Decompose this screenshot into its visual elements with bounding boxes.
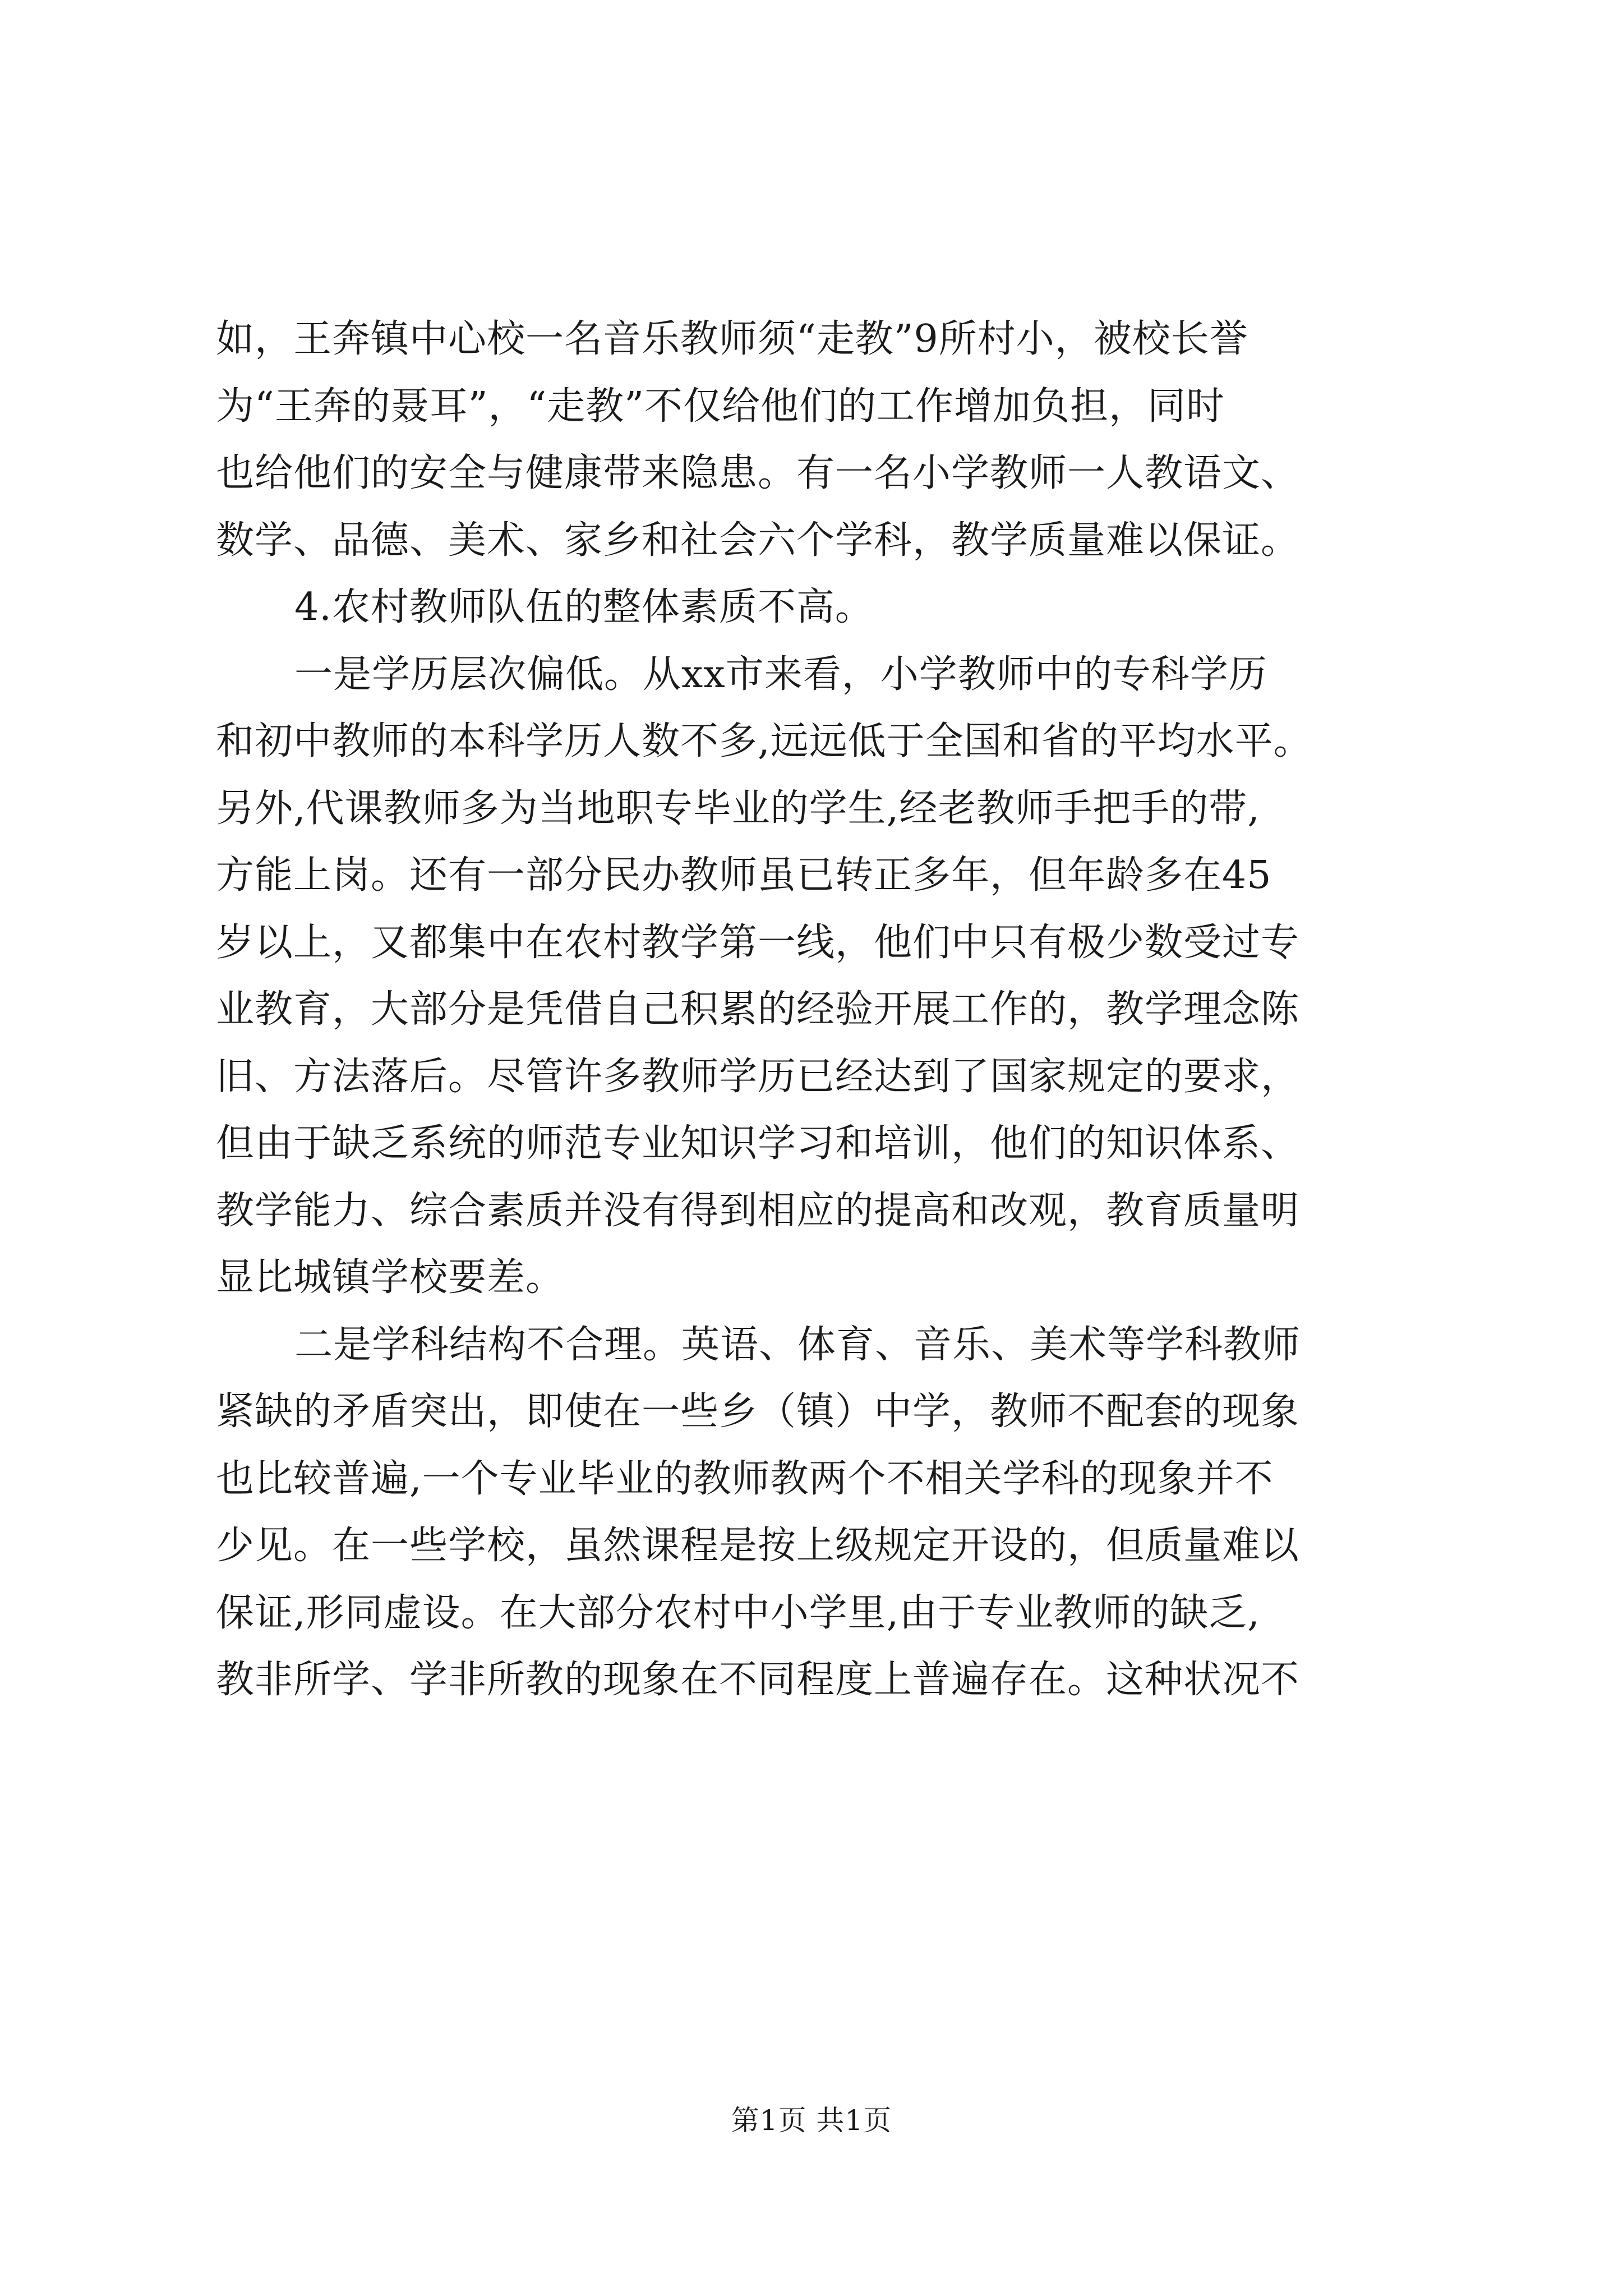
text-line: 和初中教师的本科学历人数不多,远远低于全国和省的平均水平。 [216, 719, 1312, 763]
paragraph-3 [216, 641, 1410, 1312]
page-footer [0, 2101, 1623, 2140]
text-line: 如，王奔镇中心校一名音乐教师须“走教”9所村小，被校长誉 [216, 317, 1248, 361]
paragraph-4 [216, 1312, 1410, 1714]
text-line: 也给他们的安全与健康带来隐患。有一名小学教师一人教语文、 [216, 451, 1300, 495]
text-line: 旧、方法落后。尽管许多教师学历已经达到了国家规定的要求， [216, 1054, 1300, 1099]
text-line: 业教育，大部分是凭借自己积累的经验开展工作的，教学理念陈 [216, 987, 1300, 1032]
text-line: 也比较普遍,一个专业毕业的教师教两个不相关学科的现象并不 [216, 1456, 1274, 1501]
section-heading: 4.农村教师队伍的整体素质不高。 [294, 585, 874, 629]
text-line: 数学、品德、美术、家乡和社会六个学科，教学质量难以保证。 [216, 518, 1300, 563]
text-line: 方能上岗。还有一部分民办教师虽已转正多年，但年龄多在45 [216, 853, 1272, 898]
text-line: 另外,代课教师多为当地职专毕业的学生,经老教师手把手的带, [216, 786, 1260, 831]
text-line: 但由于缺乏系统的师范专业知识学习和培训，他们的知识体系、 [216, 1121, 1300, 1166]
page-number-label: 第1页 共1页 [731, 2104, 892, 2137]
text-line: 教学能力、综合素质并没有得到相应的提高和改观，教育质量明 [216, 1188, 1300, 1233]
paragraph-1 [216, 306, 1410, 574]
text-line: 教非所学、学非所教的现象在不同程度上普遍存在。这种状况不 [216, 1658, 1300, 1702]
text-line: 显比城镇学校要差。 [216, 1255, 565, 1300]
text-line: 少见。在一些学校，虽然课程是按上级规定开设的，但质量难以 [216, 1524, 1300, 1568]
text-line: 岁以上，又都集中在农村教学第一线，他们中只有极少数受过专 [216, 920, 1300, 965]
paragraph-2-heading [216, 574, 1410, 641]
text-line: 二是学科结构不合理。英语、体育、音乐、美术等学科教师 [294, 1322, 1301, 1367]
text-line: 一是学历层次偏低。从xx市来看，小学教师中的专科学历 [294, 652, 1267, 697]
document-body [216, 306, 1410, 1714]
text-line: 保证,形同虚设。在大部分农村中小学里,由于专业教师的缺乏, [216, 1590, 1260, 1635]
text-line: 为“王奔的聂耳”，“走教”不仅给他们的工作增加负担，同时 [216, 384, 1225, 429]
text-line: 紧缺的矛盾突出，即使在一些乡（镇）中学，教师不配套的现象 [216, 1389, 1300, 1434]
